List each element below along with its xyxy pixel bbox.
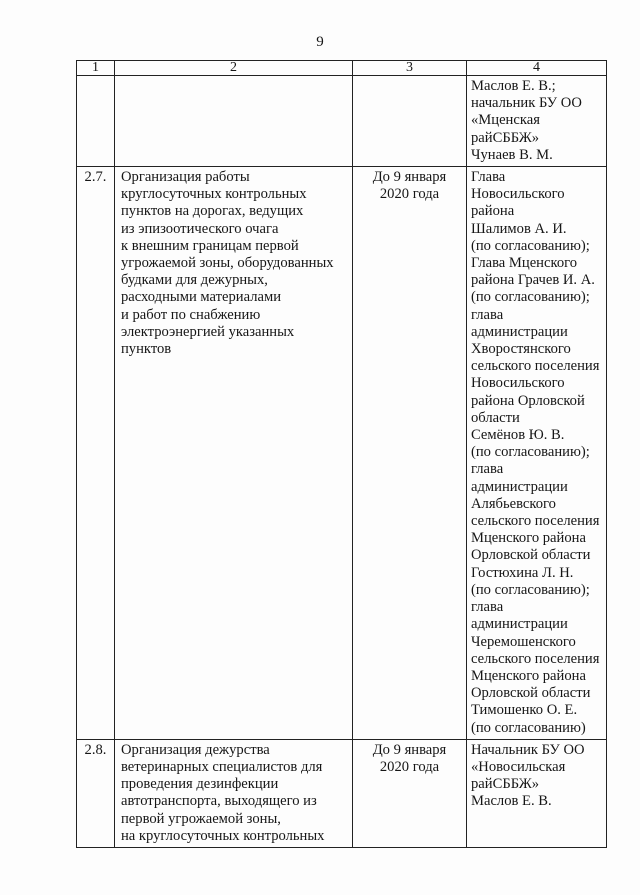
cell-text-line: Семёнов Ю. В. xyxy=(471,427,565,444)
cell-text-line: Орловской области xyxy=(471,547,591,564)
header-cell-number: 1 xyxy=(77,61,115,76)
cell-text-line: райСББЖ» xyxy=(471,129,540,146)
cell-text-line: глава xyxy=(471,306,504,323)
cell-text-line: будками для дежурных, xyxy=(121,272,268,289)
table-row xyxy=(77,167,607,740)
cell-text-line: Глава Мценского xyxy=(471,255,578,272)
cell-text-line: Шалимов А. И. xyxy=(471,220,567,237)
cell-text-line: глава xyxy=(471,461,504,478)
cell-text-line: райСББЖ» xyxy=(471,776,540,793)
cell-text-line: начальник БУ ОО xyxy=(471,95,582,112)
cell-text-line: из эпизоотического очага xyxy=(121,220,279,237)
cell-text-line: района xyxy=(471,203,515,220)
cell-text-line: Чунаев В. М. xyxy=(471,146,553,163)
responsible-cell xyxy=(467,76,607,167)
cell-text-line: на круглосуточных контрольных xyxy=(121,827,325,844)
cell-text-line: Маслов Е. В.; xyxy=(471,78,556,94)
task-cell xyxy=(115,167,353,740)
cell-text-line: круглосуточных контрольных xyxy=(121,186,307,203)
cell-text-line: (по согласованию); xyxy=(471,237,590,254)
cell-text-line: сельского поселения xyxy=(471,650,600,667)
cell-text-line: Тимошенко О. Е. xyxy=(471,702,578,719)
cell-text-line: администрации xyxy=(471,616,568,633)
cell-text-line: угрожаемой зоны, оборудованных xyxy=(121,255,334,272)
cell-text-line: «Новосильская xyxy=(471,758,566,775)
cell-text-line: пунктов на дорогах, ведущих xyxy=(121,203,304,220)
deadline-cell xyxy=(353,76,467,167)
cell-text-line: электроэнергией указанных xyxy=(121,323,295,340)
cell-text-line: глава xyxy=(471,599,504,616)
responsible-cell xyxy=(467,167,607,740)
row-number-cell xyxy=(77,76,115,167)
deadline-cell xyxy=(353,167,467,740)
cell-text-line: Новосильского xyxy=(471,375,565,392)
task-cell xyxy=(115,76,353,167)
cell-text-line: области xyxy=(471,409,520,426)
cell-text-line: (по согласованию) xyxy=(471,719,586,736)
cell-text-line: (по согласованию); xyxy=(471,444,590,461)
row-number-cell: 2.8. xyxy=(77,739,115,847)
cell-text-line: До 9 января xyxy=(372,169,447,186)
header-cell-responsible: 4 xyxy=(467,61,607,76)
cell-text-line: Начальник БУ ОО xyxy=(471,741,585,758)
table-header-row xyxy=(77,61,607,76)
responsible-cell xyxy=(467,739,607,847)
header-cell-deadline: 3 xyxy=(353,61,467,76)
cell-text-line: (по согласованию); xyxy=(471,581,590,598)
cell-text-line: сельского поселения xyxy=(471,513,600,530)
cell-text-line: Маслов Е. В. xyxy=(471,793,552,810)
cell-text-line: Организация дежурства xyxy=(121,741,270,758)
cell-text-line: автотранспорта, выходящего из xyxy=(121,793,317,810)
task-cell xyxy=(115,739,353,847)
cell-text-line: администрации xyxy=(471,478,568,495)
cell-text-line: и работ по снабжению xyxy=(121,306,261,323)
cell-text-line: (по согласованию); xyxy=(471,289,590,306)
cell-text-line: До 9 января xyxy=(372,741,447,758)
cell-text-line: администрации xyxy=(471,323,568,340)
cell-text-line: 2020 года xyxy=(379,758,440,775)
table-row xyxy=(77,739,607,847)
table-row xyxy=(77,76,607,167)
deadline-cell xyxy=(353,739,467,847)
header-cell-task: 2 xyxy=(115,61,353,76)
row-number-cell: 2.7. xyxy=(77,167,115,740)
plan-table xyxy=(76,60,607,848)
cell-text-line: Мценского района xyxy=(471,667,586,684)
cell-text-line: Глава xyxy=(471,169,506,186)
cell-text-line: Алябьевского xyxy=(471,495,556,512)
cell-text-line: «Мценская xyxy=(471,112,540,129)
cell-text-line: Гостюхина Л. Н. xyxy=(471,564,574,581)
cell-text-line: ветеринарных специалистов для xyxy=(121,758,323,775)
cell-text-line: Новосильского xyxy=(471,186,565,203)
cell-text-line: Мценского района xyxy=(471,530,586,547)
cell-text-line: пунктов xyxy=(121,341,172,358)
cell-text-line: 2020 года xyxy=(379,186,440,203)
cell-text-line: первой угрожаемой зоны, xyxy=(121,810,281,827)
cell-text-line: сельского поселения xyxy=(471,358,600,375)
cell-text-line: проведения дезинфекции xyxy=(121,776,279,793)
cell-text-line: Хворостянского xyxy=(471,341,571,358)
cell-text-line: к внешним границам первой xyxy=(121,237,299,254)
cell-text-line: Организация работы xyxy=(121,169,250,186)
cell-text-line: района Грачев И. А. xyxy=(471,272,595,289)
cell-text-line: Орловской области xyxy=(471,685,591,702)
page-number: 9 xyxy=(316,34,324,50)
cell-text-line: района Орловской xyxy=(471,392,585,409)
cell-text-line: расходными материалами xyxy=(121,289,282,306)
cell-text-line: Черемошенского xyxy=(471,633,576,650)
